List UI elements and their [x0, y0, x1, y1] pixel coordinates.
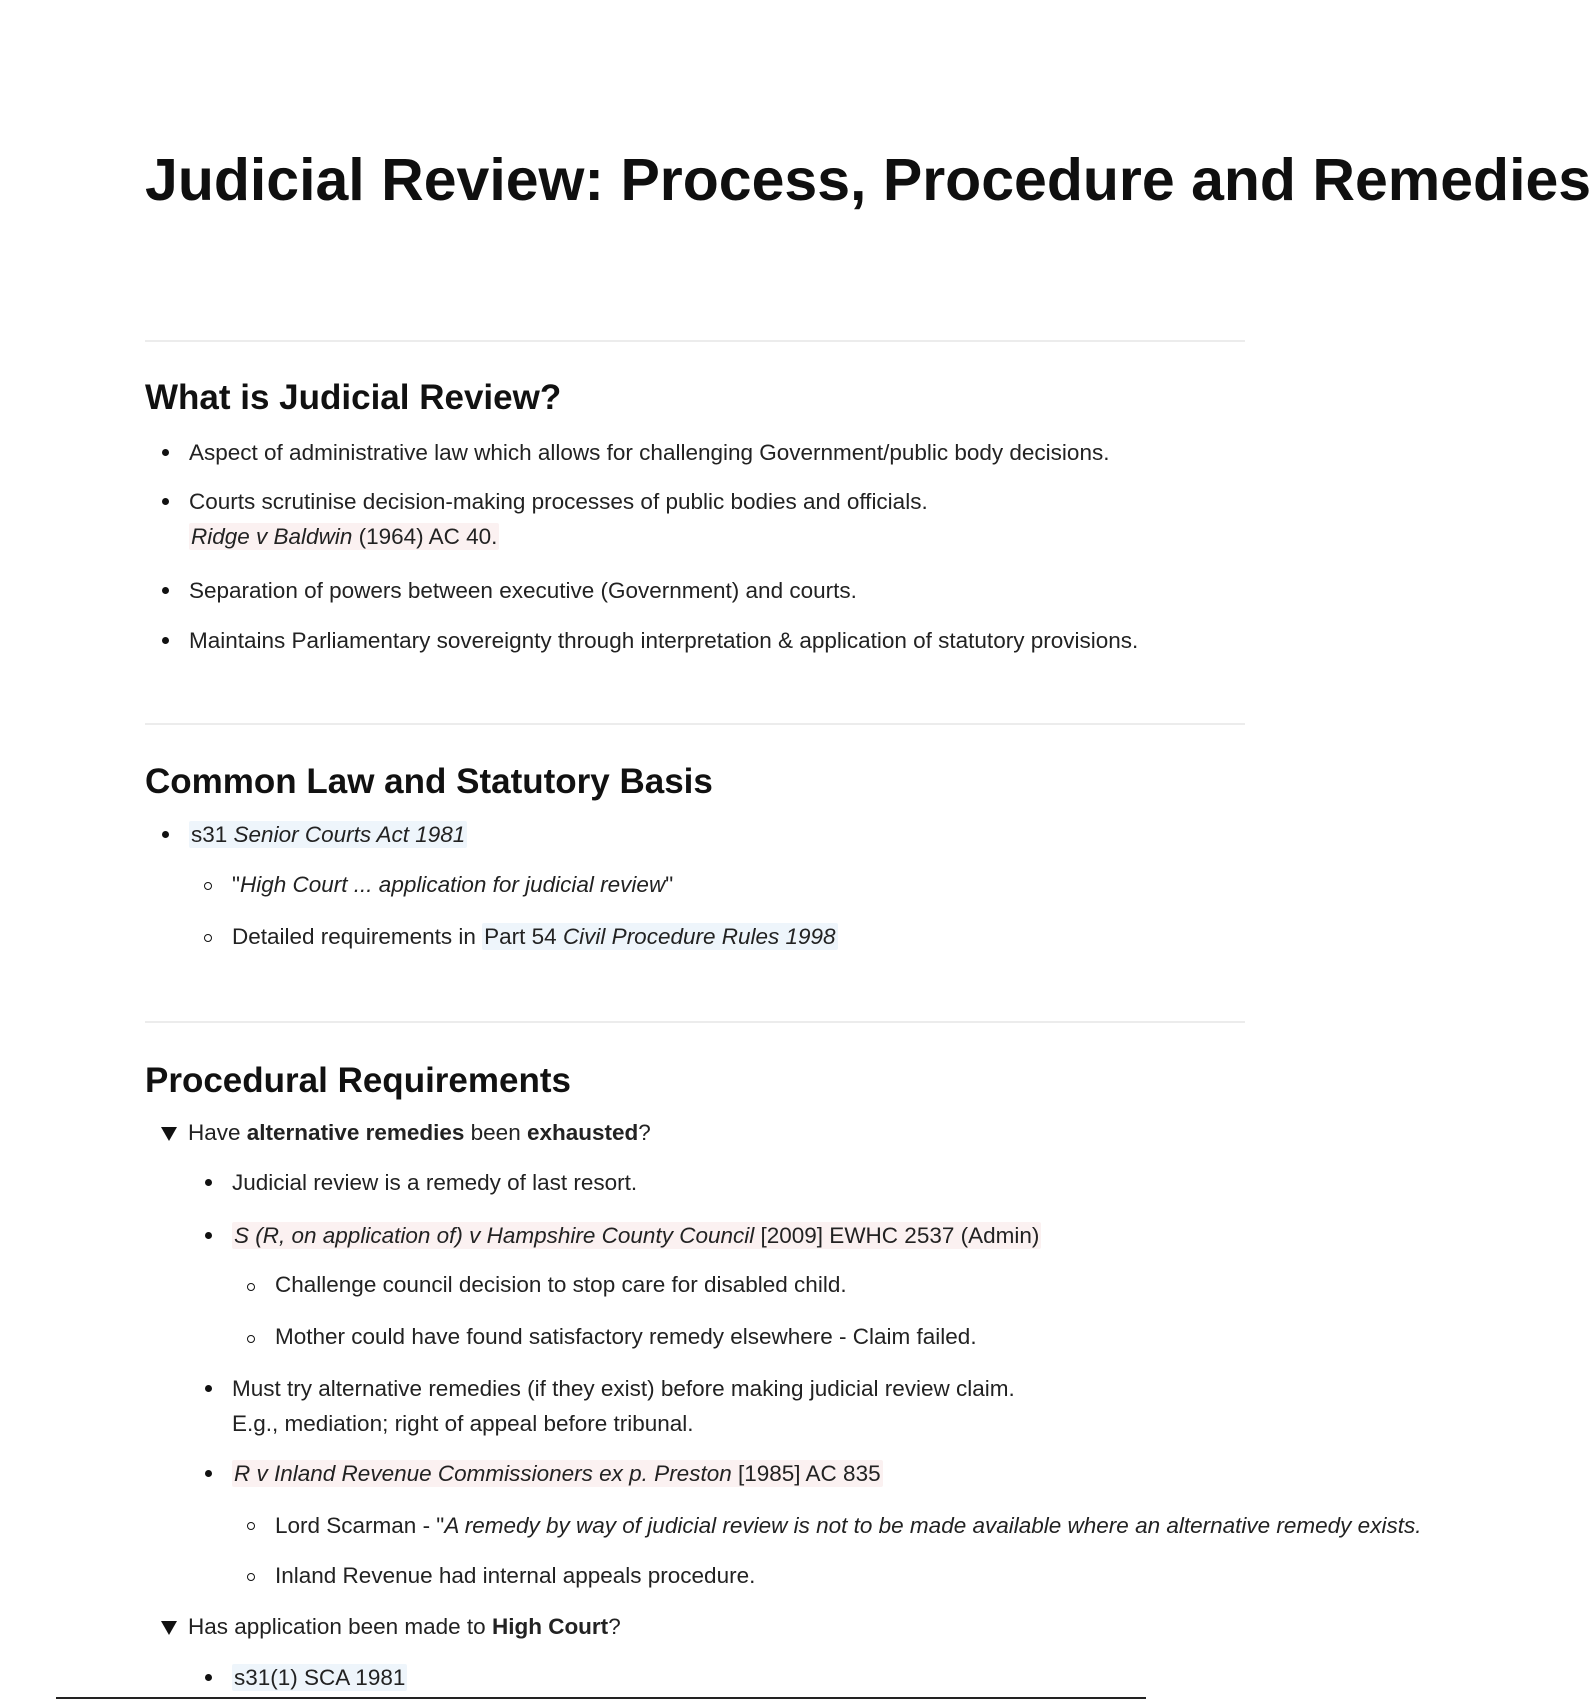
sub-list-item [232, 868, 673, 902]
sub-bullet-icon [247, 1283, 255, 1291]
bullet-icon [162, 831, 169, 838]
case-cite: [1985] AC 835 [731, 1461, 881, 1486]
toggle-high-court[interactable] [188, 1610, 621, 1644]
list-item [232, 1219, 1041, 1253]
sub-bullet-icon [247, 1335, 255, 1343]
case-name: Ridge v Baldwin [191, 524, 353, 549]
heading-procedural-requirements: Procedural Requirements [145, 1061, 571, 1100]
quote-open: " [232, 872, 240, 897]
sub-bullet-icon [247, 1573, 255, 1581]
divider [145, 723, 1245, 725]
divider [145, 340, 1245, 342]
bullet-icon [162, 498, 169, 505]
case-cite: [2009] EWHC 2537 (Admin) [754, 1223, 1040, 1248]
list-item: Judicial review is a remedy of last resort. [232, 1170, 638, 1195]
requirements-prefix: Detailed requirements in [232, 924, 483, 949]
bullet-icon [205, 1232, 212, 1239]
toggle-text: ? [608, 1614, 621, 1639]
bullet-icon [205, 1470, 212, 1477]
list-item: Courts scrutinise decision-making processes of public bodies and officials. [189, 489, 928, 514]
list-item [232, 1661, 407, 1695]
toggle-text: been [464, 1120, 527, 1145]
toggle-triangle-icon[interactable] [161, 1621, 177, 1635]
toggle-alternative-remedies[interactable] [188, 1116, 651, 1150]
list-item: Aspect of administrative law which allows for challenging Government/public body decisions. [189, 440, 1110, 465]
toggle-bold-text: exhausted [526, 1120, 639, 1145]
bullet-icon [162, 587, 169, 594]
sub-bullet-icon [204, 882, 212, 890]
bullet-icon [205, 1385, 212, 1392]
divider [145, 1021, 1245, 1023]
bullet-icon [205, 1179, 212, 1186]
rules-name: Civil Procedure Rules 1998 [562, 924, 836, 949]
list-item: Maintains Parliamentary sovereignty through interpretation & application of statutory provisions. [189, 628, 1139, 653]
sub-bullet-icon [247, 1522, 255, 1530]
case-reference [232, 1460, 883, 1487]
list-item: Separation of powers between executive (Government) and courts. [189, 578, 857, 603]
heading-common-law-basis: Common Law and Statutory Basis [145, 762, 713, 801]
page-bottom-border [56, 1697, 1146, 1699]
rules-part: Part 54 [484, 924, 563, 949]
list-item: Must try alternative remedies (if they exist) before making judicial review claim. [232, 1376, 1015, 1401]
list-item [232, 1457, 883, 1491]
toggle-text: Has application been made to [188, 1614, 492, 1639]
list-item-continuation: E.g., mediation; right of appeal before tribunal. [232, 1411, 694, 1436]
case-cite: (1964) AC 40. [352, 524, 498, 549]
toggle-text: Have [188, 1120, 247, 1145]
quote-close: " [665, 872, 674, 897]
bullet-icon [162, 449, 169, 456]
document-page [145, 0, 1591, 1700]
case-name: R v Inland Revenue Commissioners ex p. Preston [234, 1461, 732, 1486]
case-name: S (R, on application of) v Hampshire County Council [234, 1223, 755, 1248]
bullet-icon [162, 637, 169, 644]
case-citation [189, 520, 499, 554]
statute-reference: s31(1) SCA 1981 [234, 1665, 406, 1690]
sub-list-item: Challenge council decision to stop care for disabled child. [275, 1272, 847, 1297]
statute-reference [189, 821, 467, 848]
page-title: Judicial Review: Process, Procedure and Remedies [145, 147, 1591, 213]
toggle-triangle-icon[interactable] [161, 1127, 177, 1141]
case-reference [232, 1222, 1041, 1249]
judicial-quote: A remedy by way of judicial review is not to be made available where an alternative remedy exists. [444, 1513, 1422, 1538]
heading-what-is-judicial-review: What is Judicial Review? [145, 378, 562, 417]
quote-speaker: Lord Scarman - " [275, 1513, 445, 1538]
sub-bullet-icon [204, 934, 212, 942]
sub-list-item: Mother could have found satisfactory remedy elsewhere - Claim failed. [275, 1324, 977, 1349]
toggle-text: ? [638, 1120, 651, 1145]
sub-list-item: Inland Revenue had internal appeals procedure. [275, 1563, 756, 1588]
toggle-bold-text: High Court [491, 1614, 609, 1639]
sub-list-item [275, 1509, 1421, 1543]
bullet-icon [205, 1674, 212, 1681]
case-reference [189, 523, 499, 550]
statute-name: Senior Courts Act 1981 [233, 822, 466, 847]
list-item [189, 818, 467, 852]
rules-reference [482, 923, 837, 950]
statute-section: s31 [191, 822, 234, 847]
toggle-bold-text: alternative remedies [246, 1120, 465, 1145]
statute-quote: High Court ... application for judicial review [240, 872, 666, 897]
sub-list-item [232, 920, 838, 954]
